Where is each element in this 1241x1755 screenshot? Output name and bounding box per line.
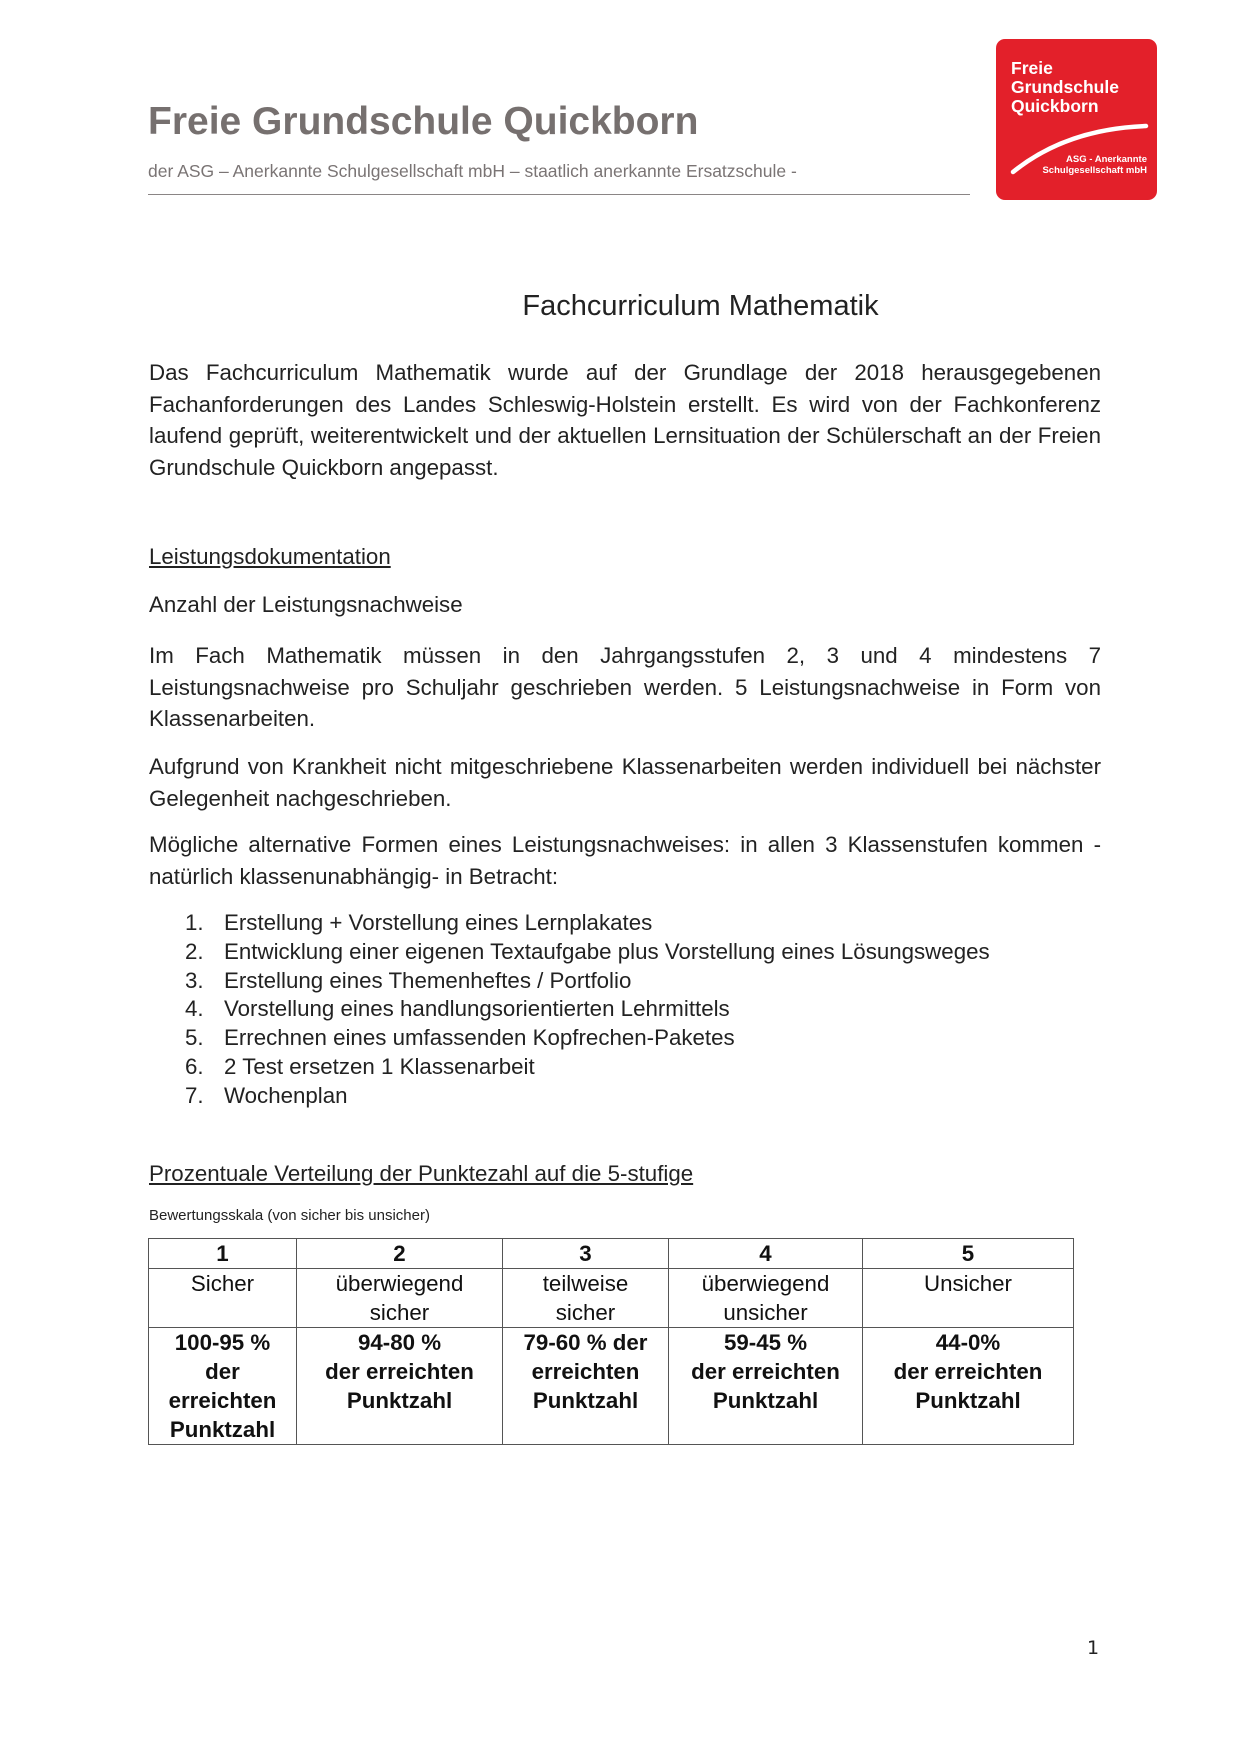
cell-line: 100-95 %	[174, 1330, 271, 1355]
grade-label-cell	[503, 1269, 669, 1328]
grade-cell: 3	[503, 1239, 669, 1269]
cell-line: Punktzahl	[346, 1388, 453, 1413]
logo-org-line: Schulgesellschaft mbH	[1042, 164, 1147, 176]
logo-org-line: ASG - Anerkannte	[1066, 154, 1147, 165]
grade-label-cell	[297, 1269, 503, 1328]
grade-label-cell	[669, 1269, 863, 1328]
header-divider	[148, 194, 970, 195]
paragraph: Im Fach Mathematik müssen in den Jahrgangsstufen 2, 3 und 4 mindestens 7 Leistungsnachweise pro Schuljahr geschrieben werden. 5 Leistungsnachweise in Form von Klassenarbeiten.	[149, 643, 1101, 732]
list-text: Wochenplan	[224, 1082, 348, 1108]
cell-line: teilweise	[542, 1271, 629, 1296]
cell-line: überwiegend	[701, 1271, 830, 1296]
cell-line: erreichten	[168, 1388, 277, 1413]
list-item	[185, 938, 990, 967]
list-item	[185, 909, 990, 938]
list-number: 6.	[185, 1053, 204, 1079]
document-title: Fachcurriculum Mathematik	[522, 290, 879, 322]
cell-line: Punktzahl	[915, 1388, 1021, 1413]
paragraph: Aufgrund von Krankheit nicht mitgeschriebene Klassenarbeiten werden individuell bei nächster Gelegenheit nachgeschrieben.	[149, 754, 1101, 811]
section-heading-leistungsdokumentation: Leistungsdokumentation	[149, 544, 391, 569]
list-number: 1.	[185, 910, 204, 935]
list-text: Erstellung + Vorstellung eines Lernplakates	[224, 910, 653, 935]
list-number: 4.	[185, 996, 204, 1022]
cell-line: überwiegend	[335, 1271, 464, 1296]
school-name-heading: Freie Grundschule Quickborn	[148, 100, 699, 143]
percent-range-cell	[297, 1328, 503, 1445]
percent-range-cell	[503, 1328, 669, 1445]
list-text: Errechnen eines umfassenden Kopfrechen-Paketes	[224, 1025, 735, 1051]
grading-scale-table	[148, 1238, 1074, 1445]
list-number: 2.	[185, 938, 204, 964]
list-item	[185, 995, 990, 1024]
cell-line: sicher	[369, 1300, 430, 1325]
list-number: 3.	[185, 967, 204, 993]
cell-line: unsicher	[723, 1300, 808, 1325]
school-logo	[996, 39, 1157, 200]
percent-range-cell	[863, 1328, 1074, 1445]
intro-paragraph: Das Fachcurriculum Mathematik wurde auf der Grundlage der 2018 herausgegebenen Fachanforderungen des Landes Schleswig-Holstein erstellt. Es wird von der Fachkonferenz laufend geprüft, weiterentwickelt und der aktuellen Lernsituation der Schülerschaft an der Freien Grundschule Quickborn angepasst.	[149, 360, 1101, 481]
grade-cell: 1	[149, 1239, 297, 1269]
subheading-anzahl: Anzahl der Leistungsnachweise	[149, 592, 463, 617]
table-row-grades	[149, 1239, 1074, 1269]
grade-cell: 4	[669, 1239, 863, 1269]
table-row-ranges	[149, 1328, 1074, 1445]
grade-cell: 5	[863, 1239, 1074, 1269]
cell-line: der	[205, 1359, 240, 1384]
cell-line: 59-45 %	[723, 1330, 808, 1355]
cell-line: der erreichten	[325, 1359, 474, 1384]
list-item	[185, 1024, 990, 1053]
cell-line: Unsicher	[924, 1271, 1012, 1296]
school-subtitle: der ASG – Anerkannte Schulgesellschaft mbH – staatlich anerkannte Ersatzschule -	[148, 161, 797, 181]
cell-line: erreichten	[531, 1359, 640, 1384]
list-number: 5.	[185, 1025, 204, 1051]
cell-line: Sicher	[190, 1271, 255, 1296]
percent-range-cell	[669, 1328, 863, 1445]
list-item	[185, 967, 990, 996]
list-text: 2 Test ersetzen 1 Klassenarbeit	[224, 1053, 535, 1079]
logo-org	[1042, 155, 1147, 176]
list-number: 7.	[185, 1082, 204, 1108]
grade-label-cell	[863, 1269, 1074, 1328]
list-text: Erstellung eines Themenheftes / Portfolio	[224, 967, 632, 993]
cell-line: 44-0%	[935, 1330, 1001, 1355]
grade-label-cell	[149, 1269, 297, 1328]
list-text: Entwicklung einer eigenen Textaufgabe plus Vorstellung eines Lösungsweges	[224, 938, 990, 964]
cell-line: sicher	[555, 1300, 616, 1325]
cell-line: Punktzahl	[532, 1388, 639, 1413]
cell-line: der erreichten	[691, 1359, 840, 1384]
alternative-forms-list	[185, 909, 990, 1111]
page-number: 1	[1087, 1637, 1100, 1659]
percent-range-cell	[149, 1328, 297, 1445]
cell-line: 79-60 % der	[523, 1330, 648, 1355]
table-row-labels	[149, 1269, 1074, 1328]
list-item	[185, 1082, 990, 1111]
cell-line: Punktzahl	[712, 1388, 819, 1413]
scale-note: Bewertungsskala (von sicher bis unsicher)	[149, 1207, 430, 1224]
logo-line: Quickborn	[1011, 96, 1099, 116]
paragraph: Mögliche alternative Formen eines Leistungsnachweises: in allen 3 Klassenstufen kommen -natürlich klassenunabhängig- in Betracht:	[149, 832, 1101, 889]
cell-line: Punktzahl	[169, 1417, 276, 1442]
section-heading-prozentuale-verteilung: Prozentuale Verteilung der Punktezahl auf die 5-stufige	[149, 1161, 694, 1186]
logo-line: Grundschule	[1011, 77, 1119, 97]
list-item	[185, 1053, 990, 1082]
logo-line: Freie	[1011, 58, 1053, 78]
cell-line: 94-80 %	[357, 1330, 442, 1355]
list-text: Vorstellung eines handlungsorientierten Lehrmittels	[224, 996, 730, 1022]
grade-cell: 2	[297, 1239, 503, 1269]
cell-line: der erreichten	[893, 1359, 1043, 1384]
